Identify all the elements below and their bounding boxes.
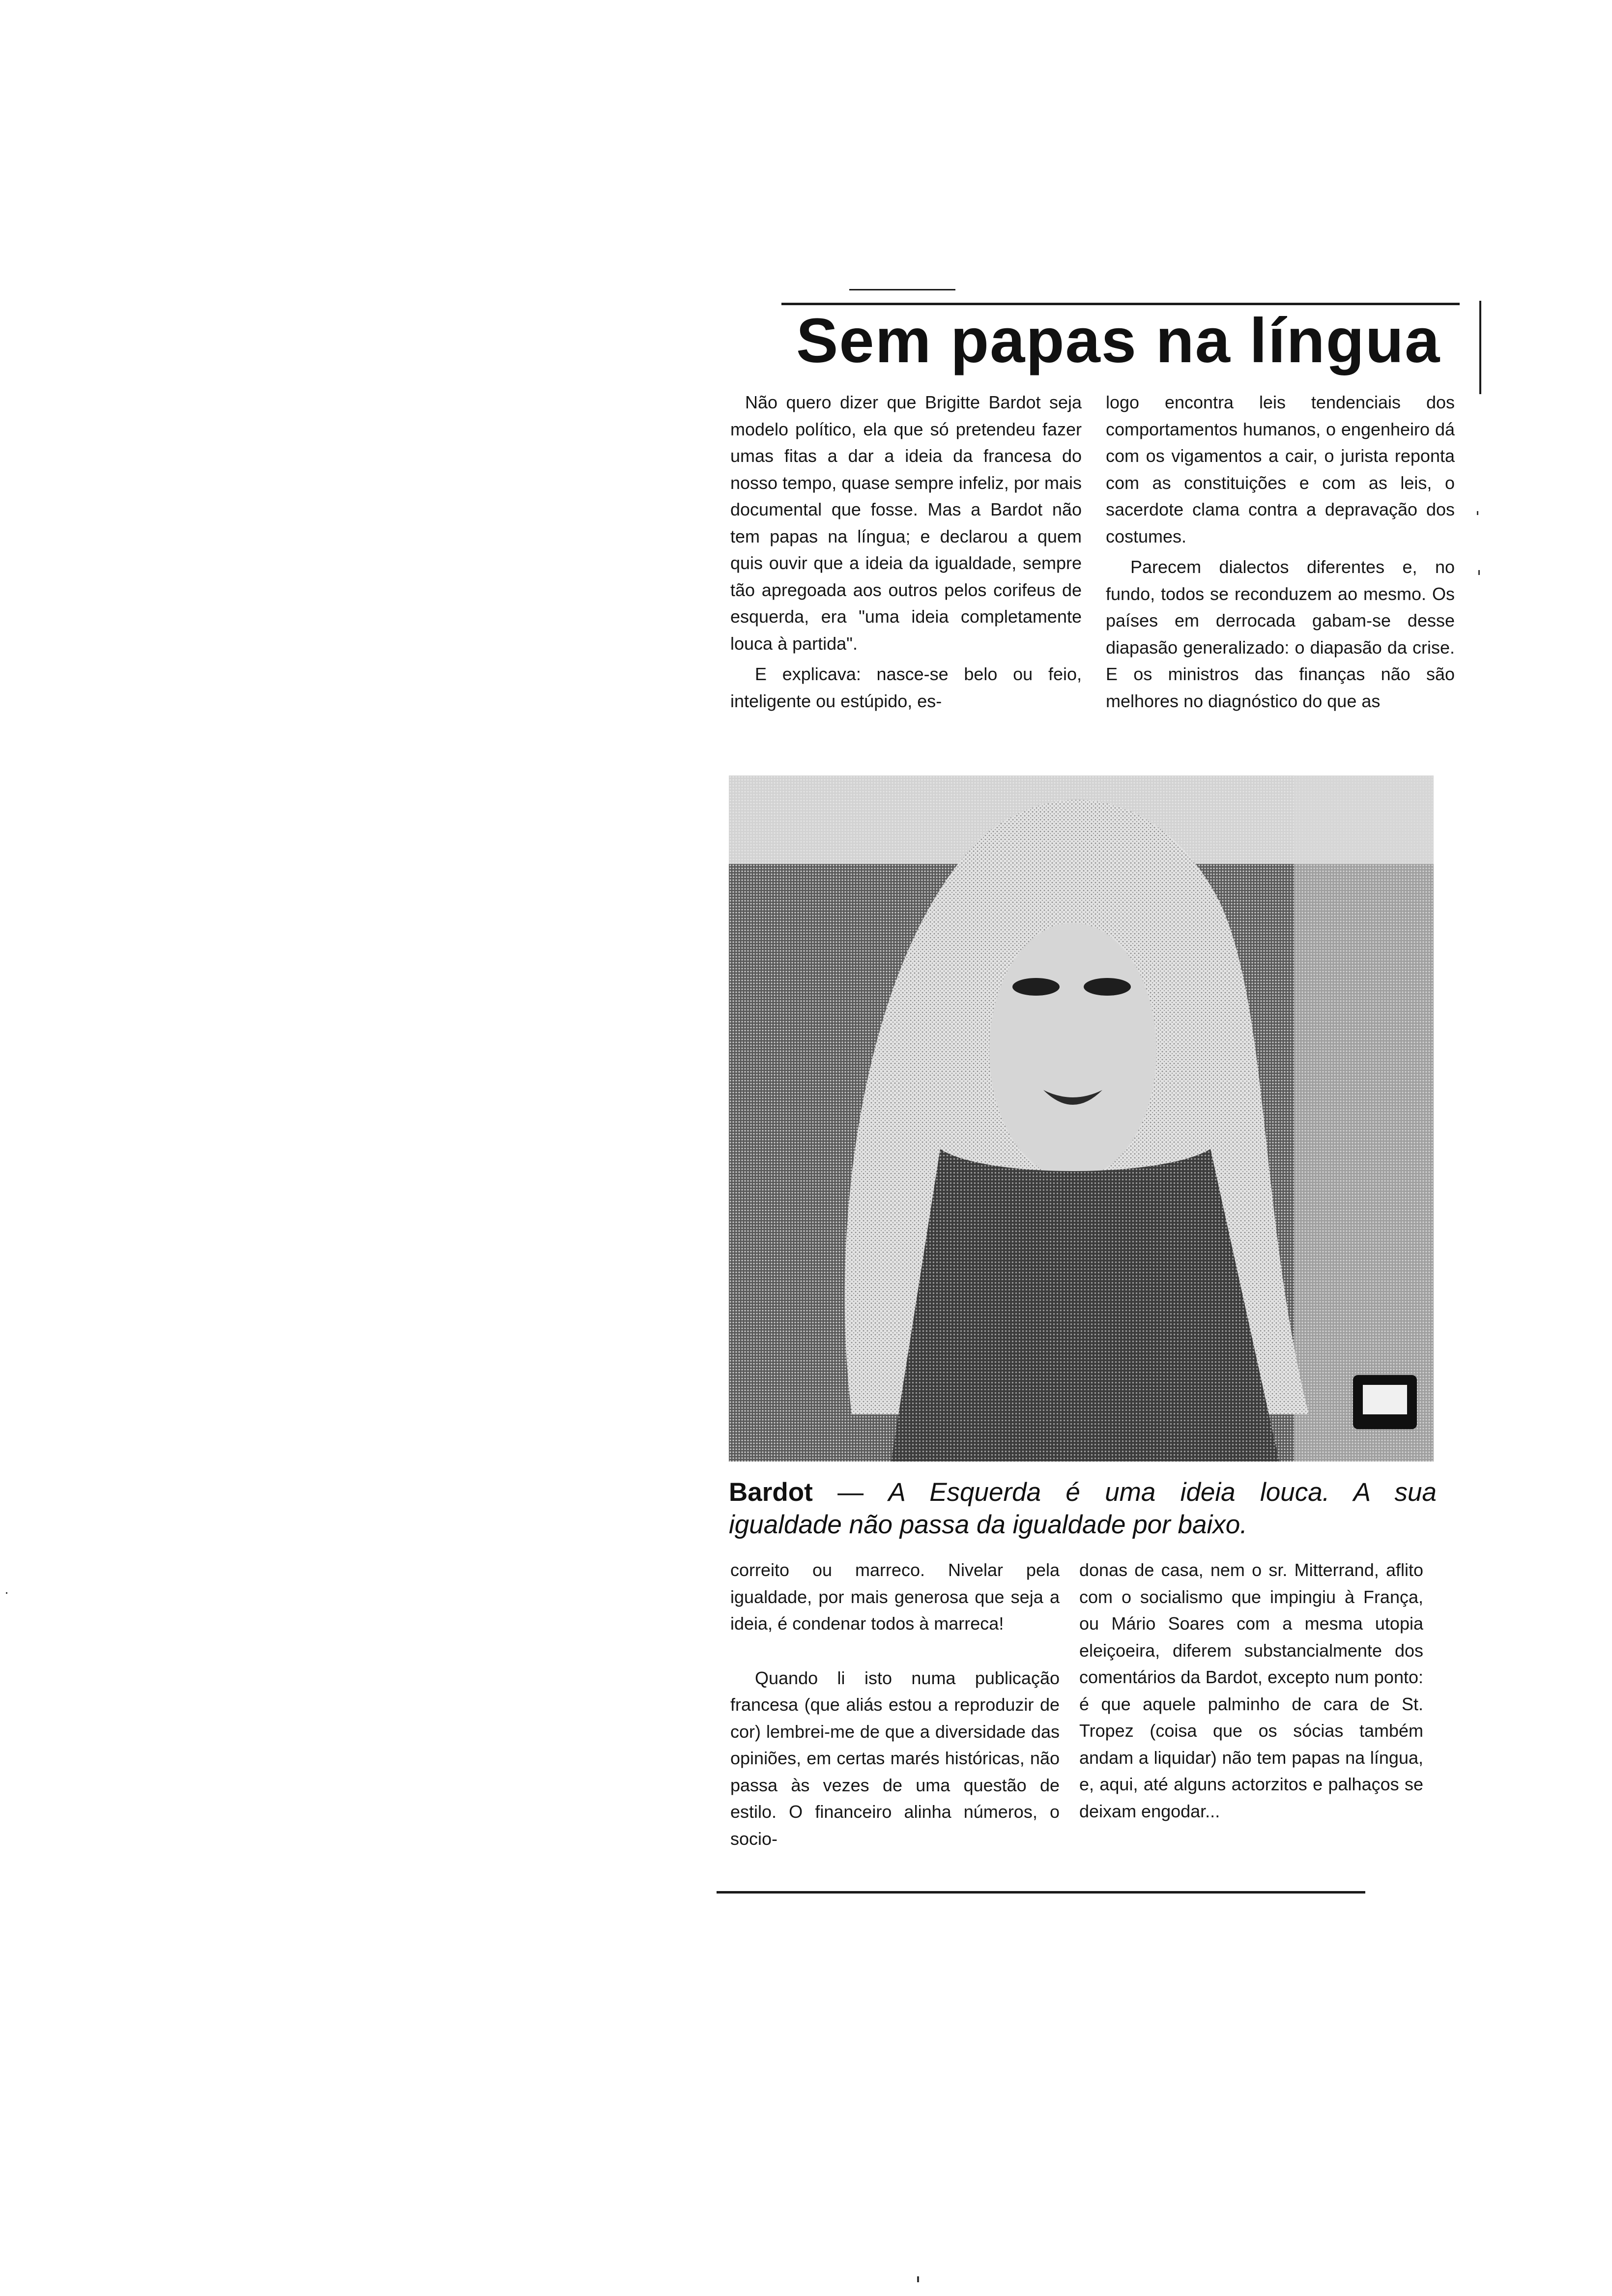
portrait-photo <box>729 775 1434 1462</box>
paragraph: E explicava: nasce-se belo ou feio, inteligente ou estúpido, es- <box>730 664 1082 711</box>
top-long-rule <box>781 303 1460 305</box>
paragraph: logo encontra leis tendenciais dos comportamentos humanos, o engenheiro dá com os vigamentos a cair, o jurista repontа com as constituições e com as leis, o sacerdote clama contra a depravação dos costumes. <box>1106 392 1455 546</box>
column-bottom-right <box>1079 1557 1423 1825</box>
portrait-illustration <box>729 775 1434 1462</box>
column-top-left <box>730 389 1082 715</box>
caption-label: Bardot <box>729 1478 813 1507</box>
paragraph: donas de casa, nem o sr. Mitterrand, aflito com o socialismo que impingiu à França, ou Mário Soares com a mesma utopia eleiçoeira, diferem substancialmente dos comentários da Bardot, excepto num ponto: é que aquele palminho de cara de St. Tropez (coisa que os sócias também andam a liquidar) não tem papas na língua, e, aqui, até alguns actorzitos e palhaços se deixam engodar... <box>1079 1560 1423 1821</box>
photo-caption <box>729 1476 1437 1541</box>
scan-speck <box>917 2276 919 2282</box>
caption-line-1: A Esquerda é uma ideia louca. A sua <box>888 1478 1437 1507</box>
caption-line-2: igualdade não passa da igualdade por baixo. <box>729 1510 1247 1539</box>
headline: Sem papas na língua <box>796 306 1441 376</box>
paragraph: Parecem dialectos diferentes e, no fundo, todos se reconduzem ao mesmo. Os países em derrocada gabam-se desse diapasão generalizado: o diapasão da crise. E os ministros das finanças não são melhores no diagnóstico do que as <box>1106 557 1455 711</box>
scan-speck <box>1477 511 1478 515</box>
top-short-rule <box>849 289 955 290</box>
scan-speck <box>1478 570 1480 575</box>
column-bottom-left <box>730 1557 1060 1852</box>
column-top-right <box>1106 389 1455 715</box>
caption-dash: — <box>812 1478 889 1507</box>
bottom-rule <box>717 1891 1365 1894</box>
paragraph: correito ou marreco. Nivelar pela igualdade, por mais generosa que seja a ideia, é condenar todos à marreca! <box>730 1560 1060 1634</box>
right-margin-rule <box>1479 301 1481 394</box>
paragraph: Quando li isto numa publicação francesa (que aliás estou a reproduzir de cor) lembrei-me de que a diversidade das opiniões, em certas marés históricas, não passa às vezes de uma questão de estilo. O financeiro alinha números, o socio- <box>730 1667 1060 1849</box>
paragraph: Não quero dizer que Brigitte Bardot seja modelo político, ela que só pretendeu fazer umas fitas a dar a ideia da francesa do nosso tempo, quase sempre infeliz, por mais documental que fosse. Mas a Bardot não tem papas na língua; e declarou a quem quis ouvir que a ideia da igualdade, sempre tão apregoada aos outros pelos corifeus de esquerda, era "uma ideia completamente louca à partida". <box>730 392 1082 654</box>
scan-speck <box>6 1592 7 1594</box>
